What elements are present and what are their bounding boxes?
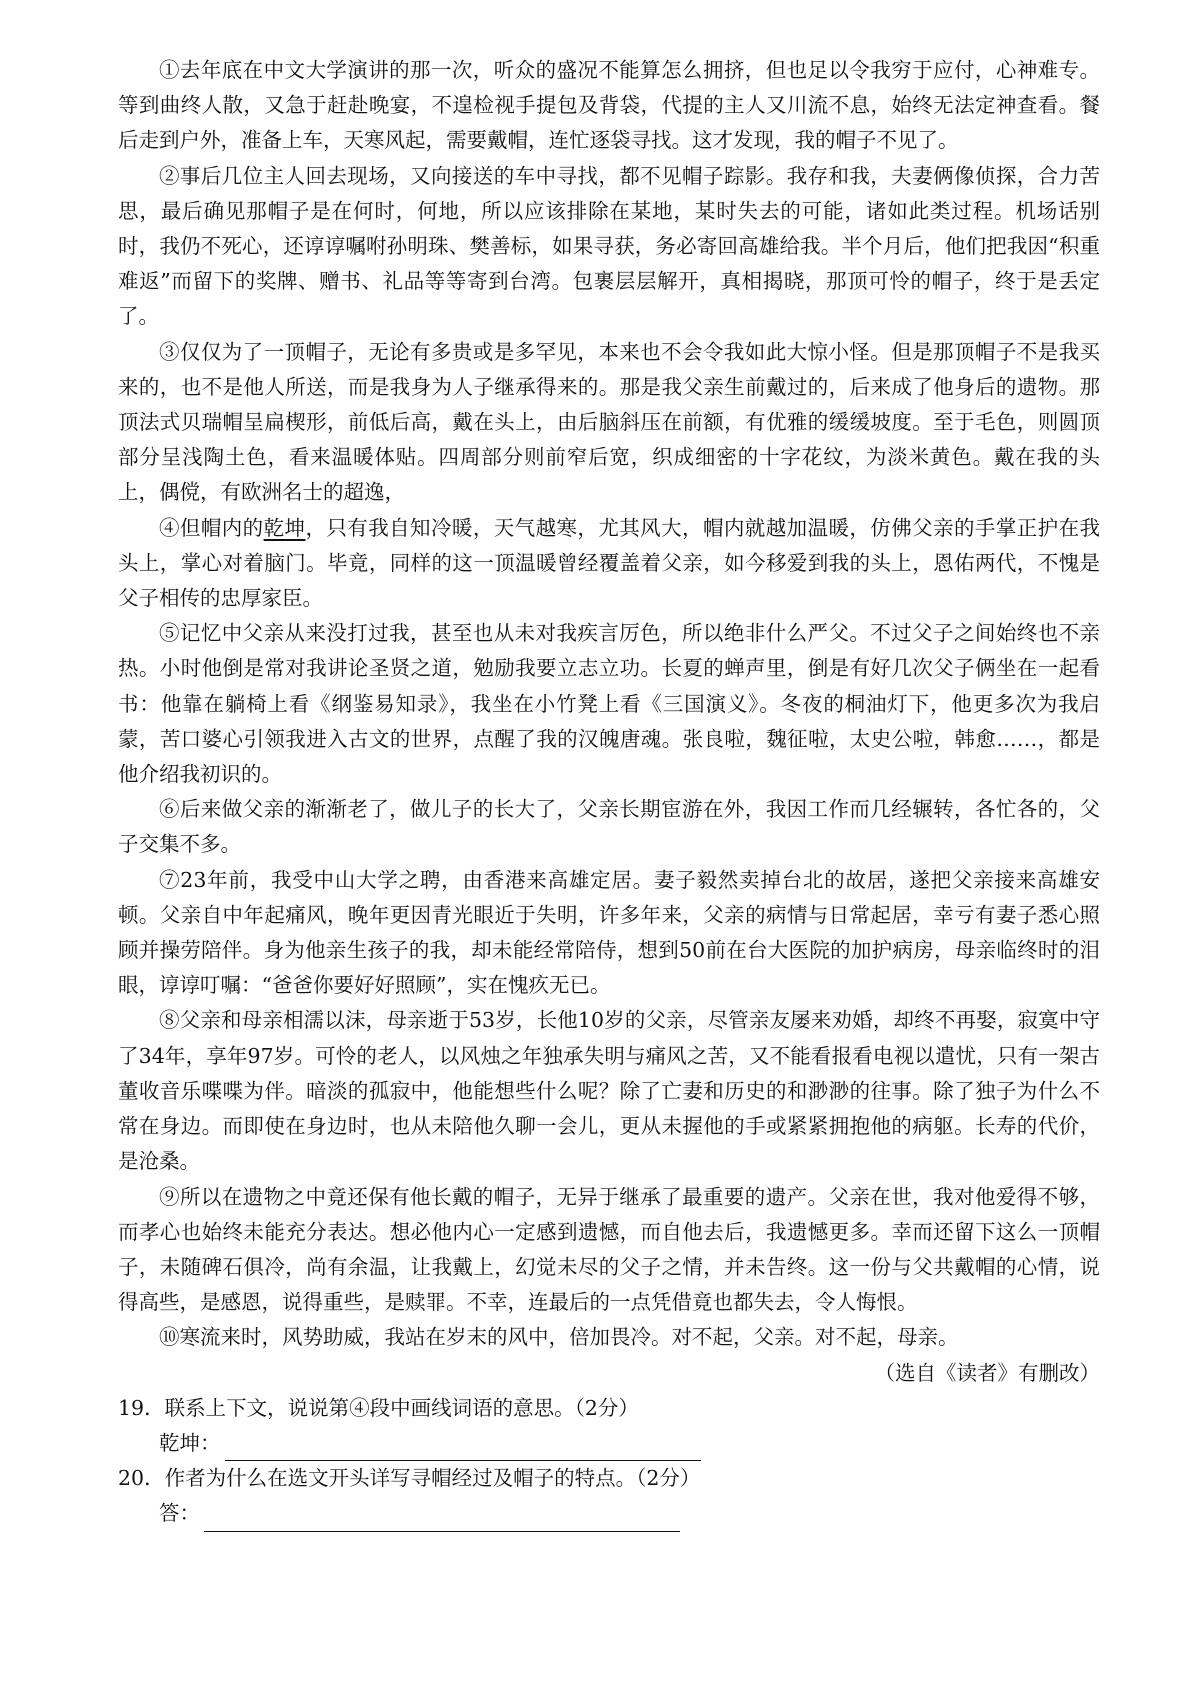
answer-19-row	[118, 1426, 1100, 1461]
paragraph-7: ⑦23年前，我受中山大学之聘，由香港来高雄定居。妻子毅然卖掉台北的故居，遂把父亲接来高雄安顿。父亲自中年起痛风，晚年更因青光眼近于失明，许多年来，父亲的病情与日常起居，幸亏有妻子悉心照顾并操劳陪伴。身为他亲生孩子的我，却未能经常陪侍，想到50前在台大医院的加护病房，母亲临终时的泪眼，谆谆叮嘱：“爸爸你要好好照顾”，实在愧疚无已。	[118, 867, 1100, 998]
answer-20-label: 答：	[159, 1501, 200, 1526]
paragraph-8: ⑧父亲和母亲相濡以沫，母亲逝于53岁，长他10岁的父亲，尽管亲友屡来劝婚，却终不再娶，寂寞中守了34年，享年97岁。可怜的老人，以风烛之年独承失明与痛风之苦，又不能看报看电视以遣忧，只有一架古董收音乐喋喋为伴。暗淡的孤寂中，他能想些什么呢？除了亡妻和历史的和渺渺的往事。除了独子为什么不常在身边。而即使在身边时，也从未陪他久聊一会儿，更从未握他的手或紧紧拥抱他的病躯。长寿的代价，是沧桑。	[118, 1008, 1100, 1174]
paragraph-4	[118, 511, 1100, 617]
question-20: 20．作者为什么在选文开头详写寻帽经过及帽子的特点。（2分）	[118, 1466, 701, 1491]
source-citation: （选自《读者》有删改）	[874, 1360, 1100, 1385]
answer-20-row	[118, 1496, 1100, 1531]
underlined-term: 乾坤	[263, 515, 306, 540]
paragraph-4-post: ，只有我自知冷暖，天气越寒，尤其风大，帽内就越加温暖，仿佛父亲的手掌正护在我头上，掌心对着脑门。毕竟，同样的这一顶温暖曾经覆盖着父亲，如今移爱到我的头上，恩佑两代，不愧是父子相传的忠厚家臣。	[118, 515, 1101, 611]
paragraph-1: ①去年底在中文大学演讲的那一次，听众的盛况不能算怎么拥挤，但也足以令我穷于应付，心神难专。等到曲终人散，又急于赶赴晚宴，不遑检视手提包及背袋，代提的主人又川流不息，始终无法定神查看。餐后走到户外，准备上车，天寒风起，需要戴帽，连忙逐袋寻找。这才发现，我的帽子不见了。	[118, 58, 1100, 153]
answer-20-blank[interactable]	[204, 1507, 680, 1532]
question-19: 19．联系上下文，说说第④段中画线词语的意思。（2分）	[118, 1395, 639, 1420]
paragraph-2: ②事后几位主人回去现场，又向接送的车中寻找，都不见帽子踪影。我存和我，夫妻俩像侦探，合力苦思，最后确见那帽子是在何时，何地，所以应该排除在某地，某时失去的可能，诸如此类过程。机场话别时，我仍不死心，还谆谆嘱咐孙明珠、樊善标，如果寻获，务必寄回高雄给我。半个月后，他们把我因“积重难返”而留下的奖牌、赠书、礼品等等寄到台湾。包裹层层解开，真相揭晓，那顶可怜的帽子，终于是丢定了。	[118, 163, 1100, 329]
answer-19-blank[interactable]	[225, 1436, 701, 1461]
paragraph-5: ⑤记忆中父亲从来没打过我，甚至也从未对我疾言厉色，所以绝非什么严父。不过父子之间始终也不亲热。小时他倒是常对我讲论圣贤之道，勉励我要立志立功。长夏的蝉声里，倒是有好几次父子俩坐在一起看书：他靠在躺椅上看《纲鉴易知录》，我坐在小竹凳上看《三国演义》。冬夜的桐油灯下，他更多次为我启蒙，苦口婆心引领我进入古文的世界，点醒了我的汉魄唐魂。张良啦，魏征啦，太史公啦，韩愈……，都是他介绍我初识的。	[118, 621, 1100, 787]
paragraph-6: ⑥后来做父亲的渐渐老了，做儿子的长大了，父亲长期宦游在外，我因工作而几经辗转，各忙各的，父子交集不多。	[118, 797, 1100, 857]
paragraph-3: ③仅仅为了一顶帽子，无论有多贵或是多罕见，本来也不会令我如此大惊小怪。但是那顶帽子不是我买来的，也不是他人所送，而是我身为人子继承得来的。那是我父亲生前戴过的，后来成了他身后的遗物。那顶法式贝瑞帽呈扁楔形，前低后高，戴在头上，由后脑斜压在前额，有优雅的缓缓坡度。至于毛色，则圆顶部分呈浅陶土色，看来温暖体贴。四周部分则前窄后宽，织成细密的十字花纹，为淡米黄色。戴在我的头上，偶傥，有欧洲名士的超逸，	[118, 339, 1100, 505]
paragraph-9: ⑨所以在遗物之中竟还保有他长戴的帽子，无异于继承了最重要的遗产。父亲在世，我对他爱得不够，而孝心也始终未能充分表达。想必他内心一定感到遗憾，而自他去后，我遗憾更多。幸而还留下这么一顶帽子，未随碑石俱冷，尚有余温，让我戴上，幻觉未尽的父子之情，并未告终。这一份与父共戴帽的心情，说得高些，是感恩，说得重些，是赎罪。不幸，连最后的一点凭借竟也都失去，令人悔恨。	[118, 1184, 1100, 1315]
answer-19-label: 乾坤：	[159, 1430, 221, 1455]
paragraph-10: ⑩寒流来时，风势助威，我站在岁末的风中，倍加畏冷。对不起，父亲。对不起，母亲。	[159, 1325, 959, 1350]
paragraph-4-pre: ④但帽内的	[159, 515, 264, 540]
